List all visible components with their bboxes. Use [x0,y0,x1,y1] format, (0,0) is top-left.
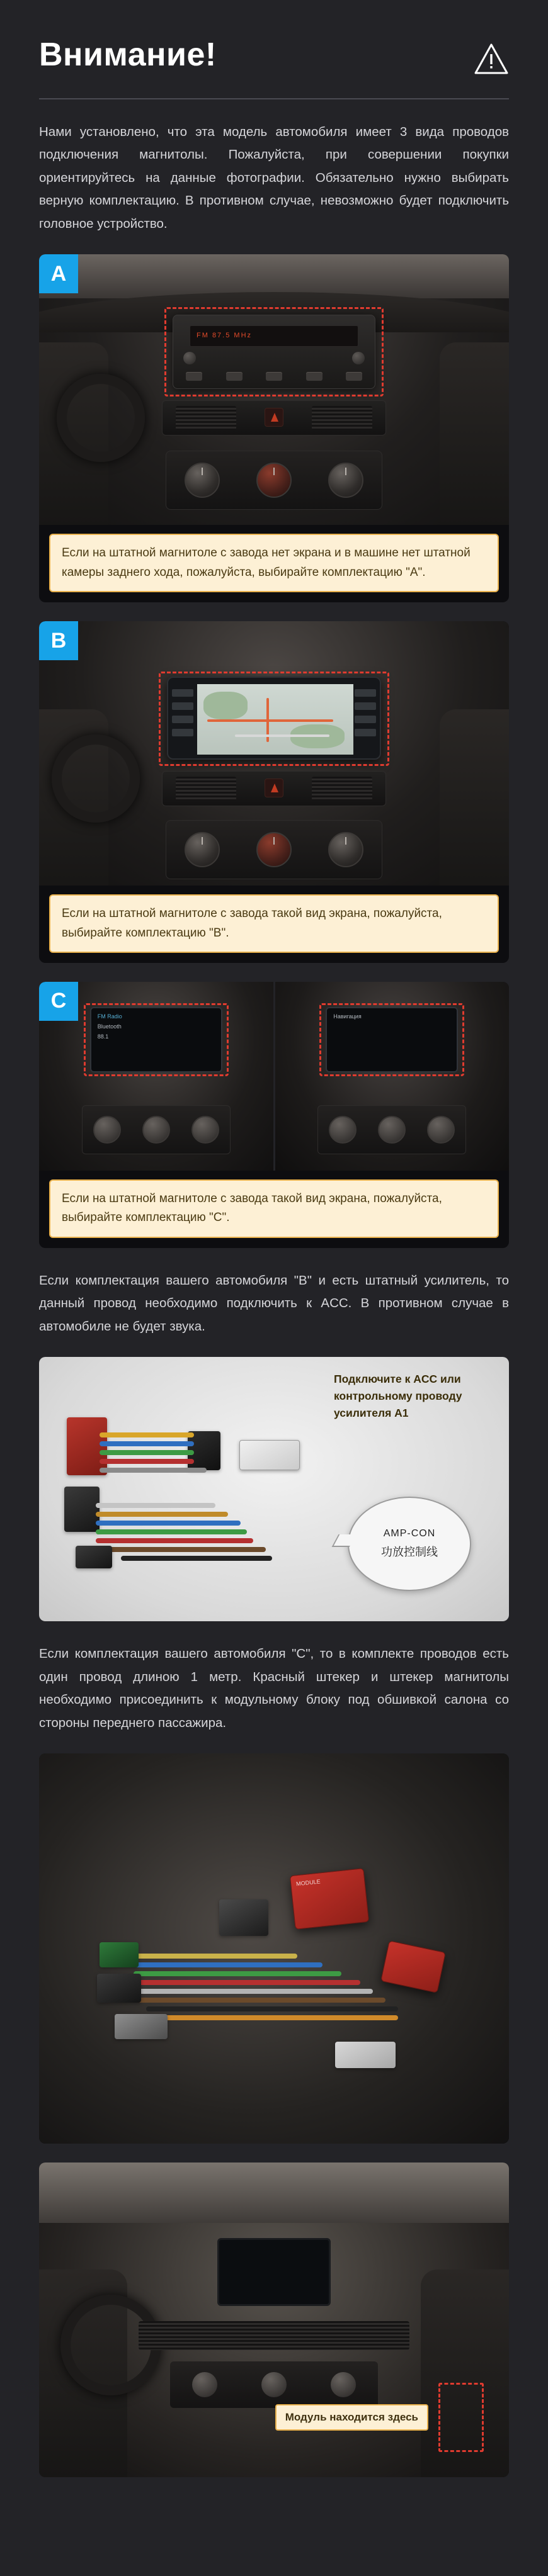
variant-a-figure [39,254,509,602]
module-black-connector [219,1899,268,1936]
white-connector-2 [335,2042,396,2068]
module-location-label: Модуль находится здесь [275,2404,428,2431]
highlight-box-head-unit-c-right [319,1003,464,1076]
black-connector-2 [97,1974,141,2003]
screen-row-3: Навигация [333,1013,362,1020]
screen-row-2: 88.1 [97,1033,109,1040]
section-c-paragraph: Если комплектация вашего автомобиля "C", то в комплекте проводов есть один провод длиною 1 метр. Красный штекер и штекер магнитолы необходимо присоединить к модульному блоку под обшивкой салона со стороны переднего пассажира. [39,1646,509,1730]
interior-head-unit-screen [217,2238,331,2306]
screen-row-0: FM Radio [97,1013,122,1020]
amp-con-bubble [348,1497,471,1591]
wiring-harness-photo [39,1357,509,1621]
module-location-figure [39,2163,509,2477]
warning-triangle-icon [474,42,509,77]
variant-a-badge: A [39,254,78,293]
intro-paragraph: Нами установлено, что эта модель автомобиля имеет 3 вида проводов подключения магнитолы. Пожалуйста, при совершении покупки ориентируйтесь на данные фотографии. Обязательно нужно выбирать верную комплектацию. В противном случае, невозможно будет подключить головное устройство. [39,125,509,231]
amplifier-callout-text: Подключите к ACC или контрольному проводу усилителя A1 [334,1373,462,1420]
variant-c-caption: Если на штатной магнитоле с завода такой вид экрана, пожалуйста, выбирайте комплектацию "C". [49,1179,499,1238]
grey-connector [115,2014,168,2039]
variant-c-figure [39,982,509,1248]
section-b-paragraph: Если комплектация вашего автомобиля "B" и есть штатный усилитель, то данный провод необходимо подключить к ACC. В противном случае в автомобиле не будет звука. [39,1273,509,1334]
module-location-highlight-box [438,2383,484,2452]
hazard-button-icon [265,408,283,427]
highlight-box-head-unit-c-left [84,1003,229,1076]
variant-b-figure [39,621,509,963]
head-unit-screen-text: FM 87.5 MHz [197,332,253,340]
module-wiring-figure [39,1753,509,2144]
variant-b-caption: Если на штатной магнитоле с завода такой вид экрана, пожалуйста, выбирайте комплектацию "B". [49,894,499,953]
rca-connector [76,1546,112,1568]
red-connector [67,1417,107,1475]
variant-b-photo [39,621,509,886]
module-block-main: MODULE [290,1868,369,1930]
variant-b-badge: B [39,621,78,660]
amplifier-wiring-figure [39,1357,509,1621]
variant-c-badge: C [39,982,78,1021]
black-connector [64,1487,100,1532]
highlight-box-head-unit-a [164,307,384,397]
variant-a-caption: Если на штатной магнитоле с завода нет экрана и в машине нет штатной камеры заднего хода, пожалуйста, выбирайте комплектацию "А". [49,534,499,592]
interior-photo [39,2163,509,2477]
variant-a-photo [39,254,509,525]
page-title: Внимание! [39,37,217,73]
module-wiring-photo [39,1753,509,2144]
bubble-line-1: AMP-CON [383,1528,436,1539]
page-header [0,0,548,77]
bubble-line-2: 功放控制线 [381,1546,438,1559]
white-connector [239,1440,300,1470]
variant-c-photo [39,982,509,1171]
green-connector [100,1942,139,1967]
module-block-secondary [380,1940,446,1993]
highlight-box-head-unit-b [159,672,389,766]
screen-row-1: Bluetooth [97,1023,122,1030]
